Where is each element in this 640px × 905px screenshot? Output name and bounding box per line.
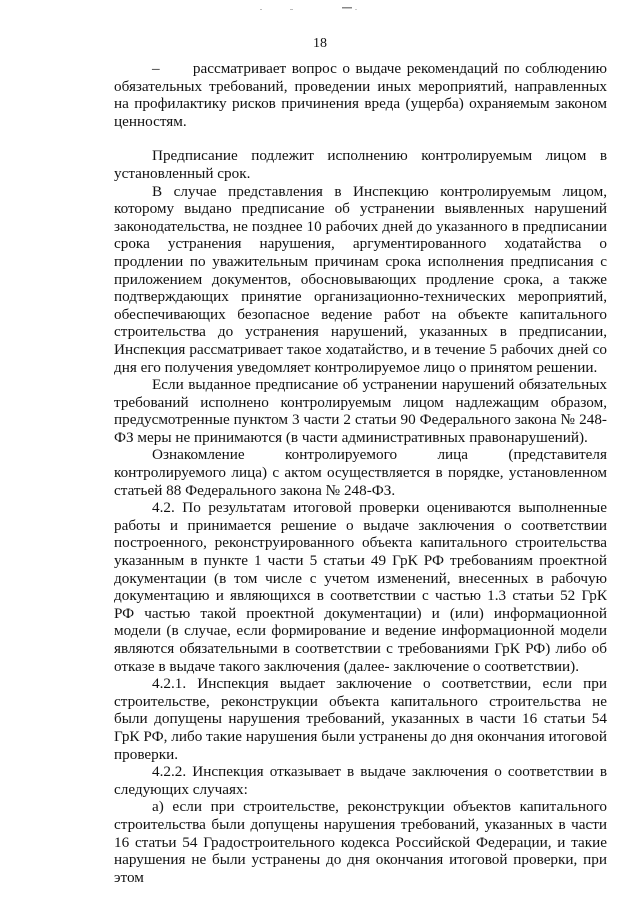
paragraph-4-2-2: 4.2.2. Инспекция отказывает в выдаче заключения о соответствии в следующих случаях: xyxy=(114,763,607,798)
page-number: 18 xyxy=(313,36,327,51)
paragraph-4-2-1: 4.2.1. Инспекция выдает заключение о соответствии, если при строительстве, реконструкции объекта капитального строительства не были допущены нарушения требований, указанных в части 16 статьи 54 ГрК РФ, либо такие нарушения были устранены до дня окончания итоговой проверки. xyxy=(114,675,607,763)
paragraph-recommendations: – рассматривает вопрос о выдаче рекомендаций по соблюдению обязательных требований, проведении иных мероприятий, направленных на профилактику рисков причинения вреда (ущерба) охраняемым законом ценностям. xyxy=(114,60,607,130)
scan-artifact xyxy=(250,6,390,12)
paragraph-order-execution: Предписание подлежит исполнению контролируемым лицом в установленный срок. xyxy=(114,147,607,182)
paragraph-case-a: а) если при строительстве, реконструкции объектов капитального строительства были допущены нарушения требований, указанных в части 16 статьи 54 Градостроительного кодекса Российской Федерации, и такие нарушения не были устранены до дня окончания итоговой проверки, при этом xyxy=(114,798,607,886)
paragraph-4-2: 4.2. По результатам итоговой проверки оцениваются выполненные работы и принимается решение о выдаче заключения о соответствии построенного, реконструированного объекта капитального строительства указанным в пункте 1 части 5 статьи 49 ГрК РФ требованиям проектной документации (в том числе с учетом изменений, внесенных в рабочую документацию и являющихся в соответствии с частью 1.3 статьи 52 ГрК РФ частью такой проектной документации) и (или) информационной модели (в случае, если формирование и ведение информационной модели являются обязательными в соответствии с требованиями ГрК РФ) либо об отказе в выдаче такого заключения (далее- заключение о соответствии). xyxy=(114,499,607,675)
paragraph-act-familiarization: Ознакомление контролируемого лица (представителя контролируемого лица) с актом осуществляется в порядке, установленном статьей 88 Федерального закона № 248-ФЗ. xyxy=(114,446,607,499)
paragraph-order-fulfilled: Если выданное предписание об устранении нарушений обязательных требований исполнено контролируемым лицом надлежащим образом, предусмотренные пунктом 3 части 2 статьи 90 Федерального закона № 248-ФЗ меры не принимаются (в части административных правонарушений). xyxy=(114,376,607,446)
paragraph-extension-request: В случае представления в Инспекцию контролируемым лицом, которому выдано предписание об устранении выявленных нарушений законодательства, не позднее 10 рабочих дней до указанного в предписании срока устранения нарушения, аргументированного ходатайства о продлении по уважительным причинам срока исполнения предписания с приложением документов, обосновывающих продление срока, а также подтверждающих принятие организационно-технических мероприятий, обеспечивающих безопасное ведение работ на объекте капитального строительства до устранения нарушений, указанных в предписании, Инспекция рассматривает такое ходатайство, и в течение 5 рабочих дней со дня его получения уведомляет контролируемое лицо о принятом решении. xyxy=(114,182,607,376)
document-body xyxy=(114,60,607,886)
